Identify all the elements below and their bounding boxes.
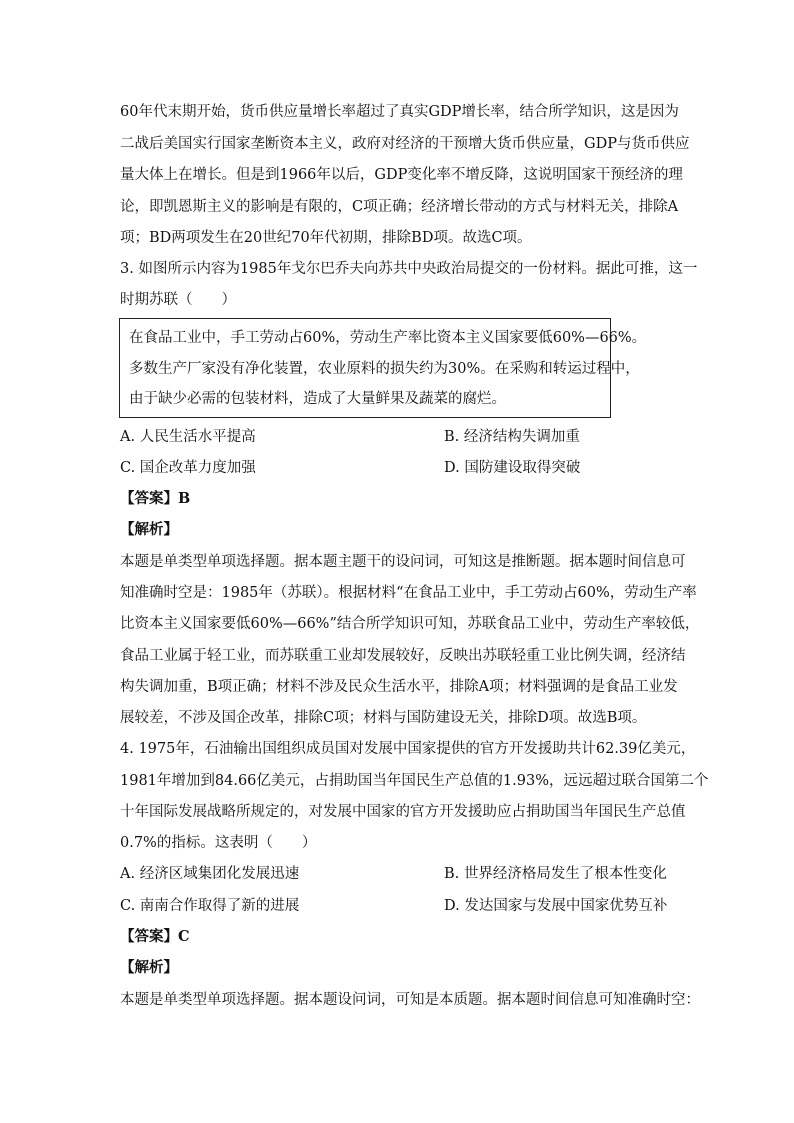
analysis-label: 【解析】 [120,521,178,538]
option-b: B. 世界经济格局发生了根本性变化 [444,866,667,882]
material-box [119,318,647,418]
analysis-line: 展较差，不涉及国企改革，排除C项；材料与国防建设无关，排除D项。故选B项。 [120,710,647,726]
option-d: D. 发达国家与发展中国家优势互补 [444,898,668,914]
material-line: 多数生产厂家没有净化装置，农业原料的损失约为30%。在采购和转运过程中， [129,361,640,377]
analysis-line: 知准确时空是：1985年（苏联）。根据材料“在食品工业中，手工劳动占60%，劳动生产率 [120,585,697,601]
text-line: 二战后美国实行国家垄断资本主义，政府对经济的干预增大货币供应量，GDP与货币供应 [120,136,690,152]
analysis-line: 本题是单类型单项选择题。据本题设问词，可知是本质题。据本题时间信息可知准确时空： [120,992,700,1008]
text-line: 量大体上在增长。但是到1966年以后，GDP变化率不增反降，这说明国家干预经济的理 [120,167,683,183]
question-stem: 1981年增加到84.66亿美元，占捐助国当年国民生产总值的1.93%，远远超过联合国第二个 [120,773,709,789]
text-line: 论，即凯恩斯主义的影响是有限的，C项正确；经济增长带动的方式与材料无关，排除A [120,199,679,215]
option-c: C. 国企改革力度加强 [120,460,256,476]
analysis-line: 构失调加重，B项正确；材料不涉及民众生活水平，排除A项；材料强调的是食品工业发 [120,679,678,695]
question-stem: 4. 1975年，石油输出国组织成员国对发展中国家提供的官方开发援助共计62.39亿美元， [120,741,696,757]
option-a: A. 经济区域集团化发展迅速 [120,866,300,882]
question-stem: 十年国际发展战略所规定的，对发展中国家的官方开发援助应占捐助国当年国民生产总值 [120,804,686,820]
question-stem: 时期苏联（ ） [120,292,236,308]
analysis-line: 食品工业属于轻工业，而苏联重工业却发展较好，反映出苏联轻重工业比例失调，经济结 [120,648,686,664]
analysis-label: 【解析】 [120,959,178,976]
option-d: D. 国防建设取得突破 [444,460,581,476]
option-a: A. 人民生活水平提高 [120,429,256,445]
analysis-line: 本题是单类型单项选择题。据本题主题干的设问词，可知这是推断题。据本题时间信息可 [120,554,686,570]
option-b: B. 经济结构失调加重 [444,429,580,445]
question-stem: 3. 如图所示内容为1985年戈尔巴乔夫向苏共中央政治局提交的一份材料。据此可推，这一 [120,261,698,277]
analysis-line: 比资本主义国家要低60%—66%”结合所学知识可知，苏联食品工业中，劳动生产率较低， [120,616,700,632]
option-c: C. 南南合作取得了新的进展 [120,898,300,914]
material-line: 在食品工业中，手工劳动占60%，劳动生产率比资本主义国家要低60%—66%。 [129,330,647,346]
text-line: 60年代末期开始，货币供应量增长率超过了真实GDP增长率，结合所学知识，这是因为 [120,104,679,120]
material-line: 由于缺少必需的包装材料，造成了大量鲜果及蔬菜的腐烂。 [129,391,506,407]
text-line: 项；BD两项发生在20世纪70年代初期，排除BD项。故选C项。 [120,230,532,246]
answer-label: 【答案】C [120,928,190,945]
question-stem: 0.7%的指标。这表明（ ） [120,835,317,851]
answer-label: 【答案】B [120,490,191,507]
